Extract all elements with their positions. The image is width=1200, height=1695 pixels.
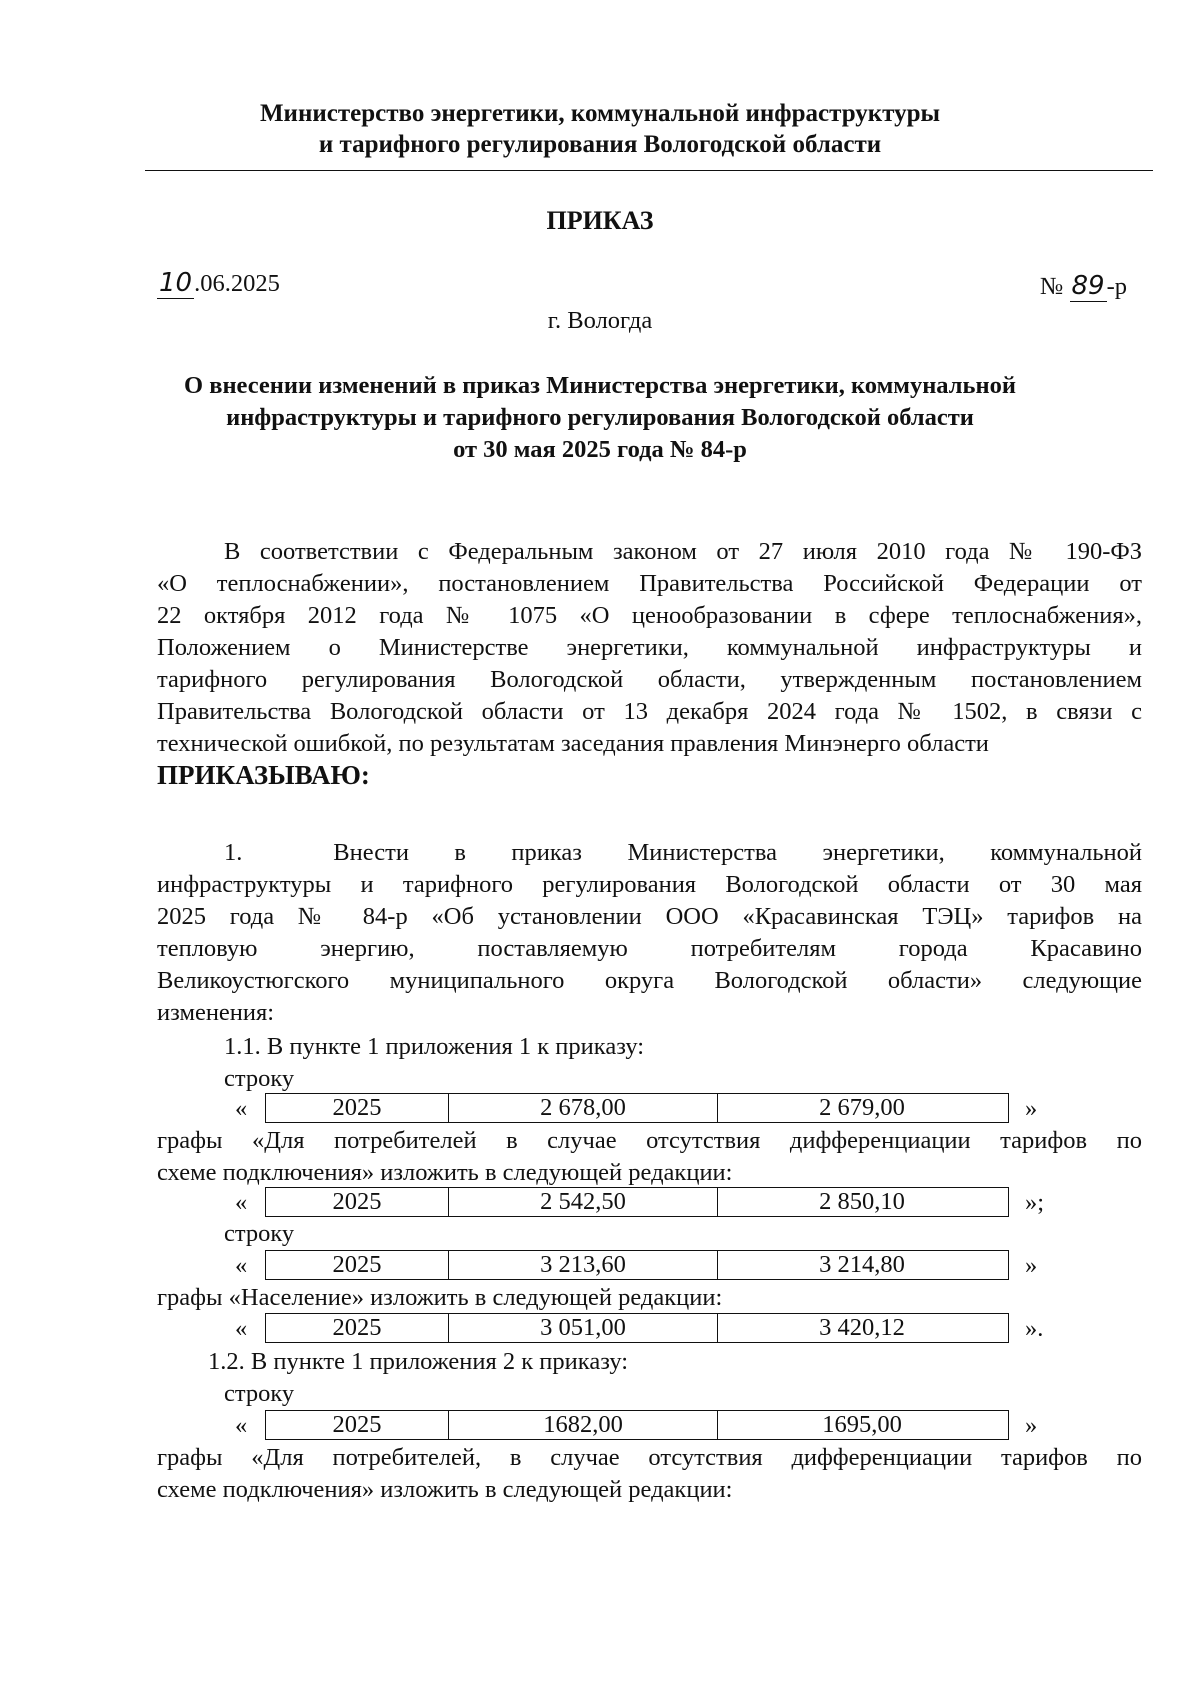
order-directive: ПРИКАЗЫВАЮ:	[157, 760, 370, 790]
item-1-line: 1. Внести в приказ Министерства энергетики, коммунальной	[224, 839, 1142, 866]
subject-line-2: инфраструктуры и тарифного регулирования Вологодской области	[226, 404, 974, 431]
stroku-label: строку	[224, 1065, 295, 1092]
quote-close: »;	[1025, 1189, 1045, 1216]
quote-close: »	[1025, 1095, 1038, 1122]
ministry-name-line-2: и тарифного регулирования Вологодской области	[318, 131, 882, 158]
document-title: ПРИКАЗ	[546, 206, 654, 235]
order-date-rest: .06.2025	[194, 270, 280, 297]
subject-line-3: от 30 мая 2025 года № 84-р	[453, 436, 747, 463]
grafy-line: графы «Для потребителей, в случае отсутствия дифференциации тарифов по	[157, 1444, 1142, 1471]
item-1-line: Великоустюгского муниципального округа Вологодской области» следующие	[157, 967, 1142, 994]
quote-open: «	[235, 1252, 248, 1279]
quote-open: «	[235, 1412, 248, 1439]
order-number-prefix: №	[1040, 273, 1064, 300]
tariff-year: 2025	[266, 1094, 449, 1122]
tariff-row-box	[265, 1093, 1009, 1123]
tariff-year: 2025	[266, 1314, 449, 1342]
tariff-value-1: 1682,00	[449, 1411, 718, 1439]
grafy-line: схеме подключения» изложить в следующей редакции:	[157, 1159, 733, 1186]
tariff-year: 2025	[266, 1188, 449, 1216]
tariff-row-new-1	[235, 1187, 1065, 1217]
tariff-row-box	[265, 1187, 1009, 1217]
stroku-label: строку	[224, 1220, 295, 1247]
handwritten-number: 89	[1071, 271, 1105, 301]
item-1-line: 2025 года № 84-р «Об установлении ООО «Красавинская ТЭЦ» тарифов на	[157, 903, 1142, 930]
quote-open: «	[235, 1189, 248, 1216]
order-date	[157, 268, 280, 299]
item-1-2-title: 1.2. В пункте 1 приложения 2 к приказу:	[208, 1348, 629, 1375]
grafy-3	[157, 1442, 1142, 1505]
preamble-line: Правительства Вологодской области от 13 декабря 2024 года № 1502, в связи с	[157, 698, 1142, 725]
ministry-name-line-1: Министерство энергетики, коммунальной инфраструктуры	[259, 100, 941, 127]
item-1-line: изменения:	[157, 999, 275, 1026]
tariff-row-box	[265, 1250, 1009, 1280]
tariff-row-old-3	[235, 1410, 1065, 1440]
preamble	[157, 536, 1142, 794]
item-1	[157, 837, 1142, 1029]
quote-close: »	[1025, 1412, 1038, 1439]
tariff-value-2: 3 214,80	[819, 1251, 905, 1278]
grafy-line: схеме подключения» изложить в следующей редакции:	[157, 1476, 733, 1503]
tariff-row-box	[265, 1410, 1009, 1440]
tariff-value-2: 1695,00	[822, 1411, 902, 1438]
tariff-row-box	[265, 1313, 1009, 1343]
order-number-suffix: -р	[1106, 273, 1128, 300]
quote-close: ».	[1025, 1315, 1044, 1342]
preamble-line: тарифного регулирования Вологодской области, утвержденным постановлением	[157, 666, 1142, 693]
tariff-value-2: 2 850,10	[819, 1188, 905, 1215]
grafy-line: графы «Для потребителей в случае отсутствия дифференциации тарифов по	[157, 1127, 1142, 1154]
tariff-value-1: 2 542,50	[449, 1188, 718, 1216]
quote-open: «	[235, 1095, 248, 1122]
handwritten-day: 10	[159, 268, 193, 298]
preamble-line: «О теплоснабжении», постановлением Правительства Российской Федерации от	[157, 570, 1142, 597]
order-city: г. Вологда	[547, 307, 653, 334]
tariff-value-1: 3 051,00	[449, 1314, 718, 1342]
preamble-line: Положением о Министерстве энергетики, коммунальной инфраструктуры и	[157, 634, 1142, 661]
header-divider	[145, 170, 1153, 171]
subject-line-1: О внесении изменений в приказ Министерства энергетики, коммунальной	[184, 372, 1016, 399]
item-1-1-title: 1.1. В пункте 1 приложения 1 к приказу:	[224, 1033, 645, 1060]
tariff-row-new-2	[235, 1313, 1065, 1343]
tariff-value-1: 3 213,60	[449, 1251, 718, 1279]
tariff-row-old-2	[235, 1250, 1065, 1280]
tariff-value-2: 3 420,12	[819, 1314, 905, 1341]
preamble-line: 22 октября 2012 года № 1075 «О ценообразовании в сфере теплоснабжения»,	[157, 602, 1142, 629]
preamble-line: технической ошибкой, по результатам заседания правления Минэнерго области	[157, 730, 989, 757]
order-number	[1040, 271, 1127, 302]
quote-close: »	[1025, 1252, 1038, 1279]
item-1-line: инфраструктуры и тарифного регулирования Вологодской области от 30 мая	[157, 871, 1142, 898]
stroku-label: строку	[224, 1380, 295, 1407]
preamble-line: В соответствии с Федеральным законом от 27 июля 2010 года № 190-ФЗ	[224, 538, 1142, 565]
tariff-row-old-1	[235, 1093, 1065, 1123]
grafy-1	[157, 1125, 1142, 1188]
quote-open: «	[235, 1315, 248, 1342]
tariff-year: 2025	[266, 1411, 449, 1439]
grafy-2: графы «Население» изложить в следующей редакции:	[157, 1284, 723, 1311]
tariff-value-1: 2 678,00	[449, 1094, 718, 1122]
tariff-year: 2025	[266, 1251, 449, 1279]
tariff-value-2: 2 679,00	[819, 1094, 905, 1121]
item-1-line: тепловую энергию, поставляемую потребителям города Красавино	[157, 935, 1142, 962]
